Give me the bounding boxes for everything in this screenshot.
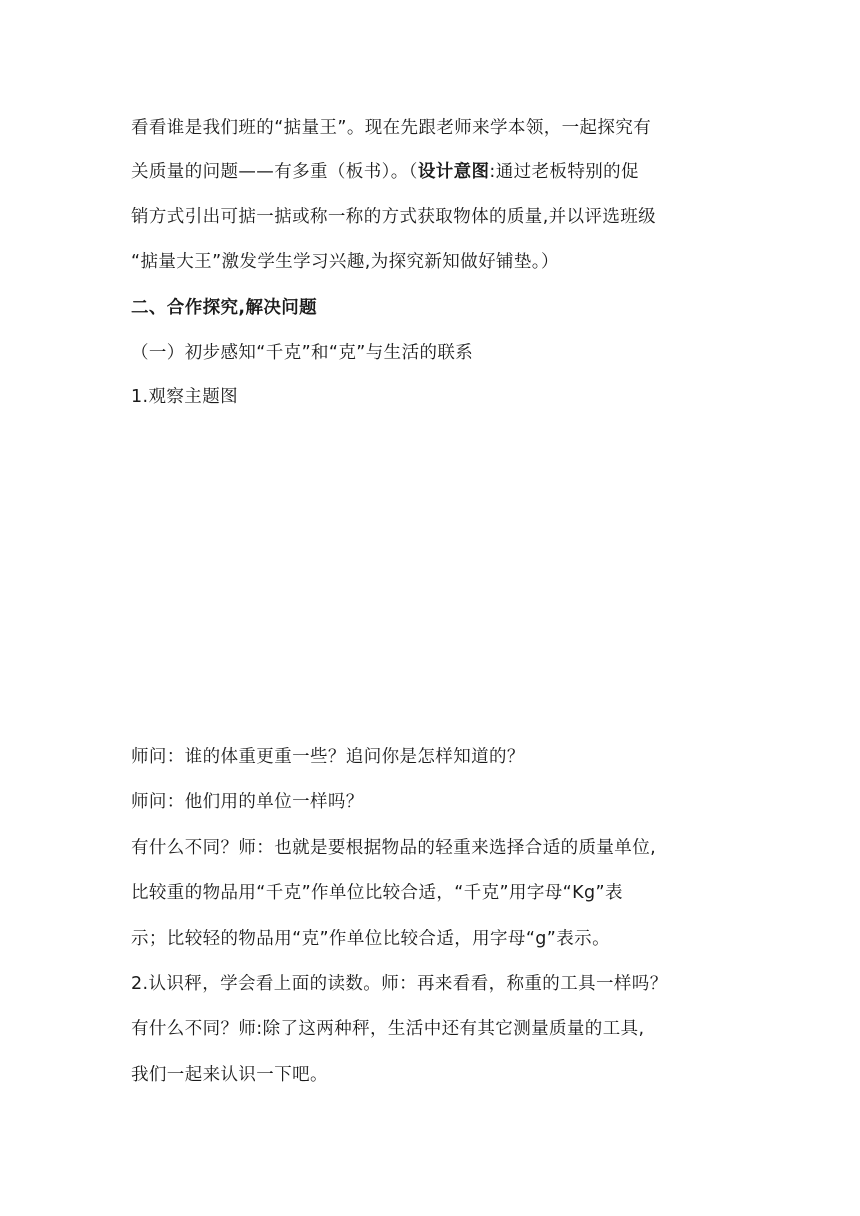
para1-line2-post: :通过老板特别的促 — [489, 162, 639, 182]
qa-p3-text: 示；比较轻的物品用“克”作单位比较合适，用字母“g”表示。 — [131, 929, 610, 949]
para1-line2-pre: 关质量的问题——有多重（板书）。（ — [131, 162, 418, 182]
para1-line2 — [131, 160, 741, 184]
qa-q2-text: 师问：他们用的单位一样吗？ — [131, 792, 364, 812]
item-2-line2 — [131, 1017, 741, 1041]
section-heading-2-text: 二、合作探究,解决问题 — [131, 298, 318, 318]
item-2-line1 — [131, 972, 741, 996]
para1-line4-text: “掂量大王”激发学生学习兴趣,为探究新知做好铺垫。） — [131, 252, 559, 272]
section-heading-2 — [131, 296, 741, 320]
subheading-1-text: （一）初步感知“千克”和“克”与生活的联系 — [131, 343, 474, 363]
para1-line3-text: 销方式引出可掂一掂或称一称的方式获取物体的质量,并以评选班级 — [131, 207, 657, 227]
para1-line1 — [131, 116, 741, 140]
para1-line4 — [131, 250, 741, 274]
item-1 — [131, 385, 741, 409]
para1-line3 — [131, 205, 741, 229]
qa-q1 — [131, 745, 741, 769]
item-1-text: 1.观察主题图 — [131, 387, 238, 407]
qa-q1-text: 师问：谁的体重更重一些？追问你是怎样知道的？ — [131, 747, 525, 767]
design-intent-label: 设计意图 — [417, 162, 490, 182]
qa-p2-text: 比较重的物品用“千克”作单位比较合适，“千克”用字母“Kg”表 — [131, 883, 623, 903]
qa-p2 — [131, 881, 741, 905]
qa-p3 — [131, 927, 741, 951]
item-2-line2-text: 有什么不同？师:除了这两种秤，生活中还有其它测量质量的工具, — [131, 1019, 645, 1039]
item-2-line1-text: 2.认识秤，学会看上面的读数。师：再来看看，称重的工具一样吗？ — [131, 974, 668, 994]
item-2-line3-text: 我们一起来认识一下吧。 — [131, 1065, 328, 1085]
qa-q2 — [131, 790, 741, 814]
qa-p1 — [131, 836, 741, 860]
para1-line1-text: 看看谁是我们班的“掂量王”。现在先跟老师来学本领，一起探究有 — [131, 118, 652, 138]
qa-p1-text: 有什么不同？师：也就是要根据物品的轻重来选择合适的质量单位, — [131, 838, 657, 858]
subheading-1 — [131, 341, 741, 365]
theme-figure-placeholder — [131, 432, 731, 732]
item-2-line3 — [131, 1063, 741, 1087]
